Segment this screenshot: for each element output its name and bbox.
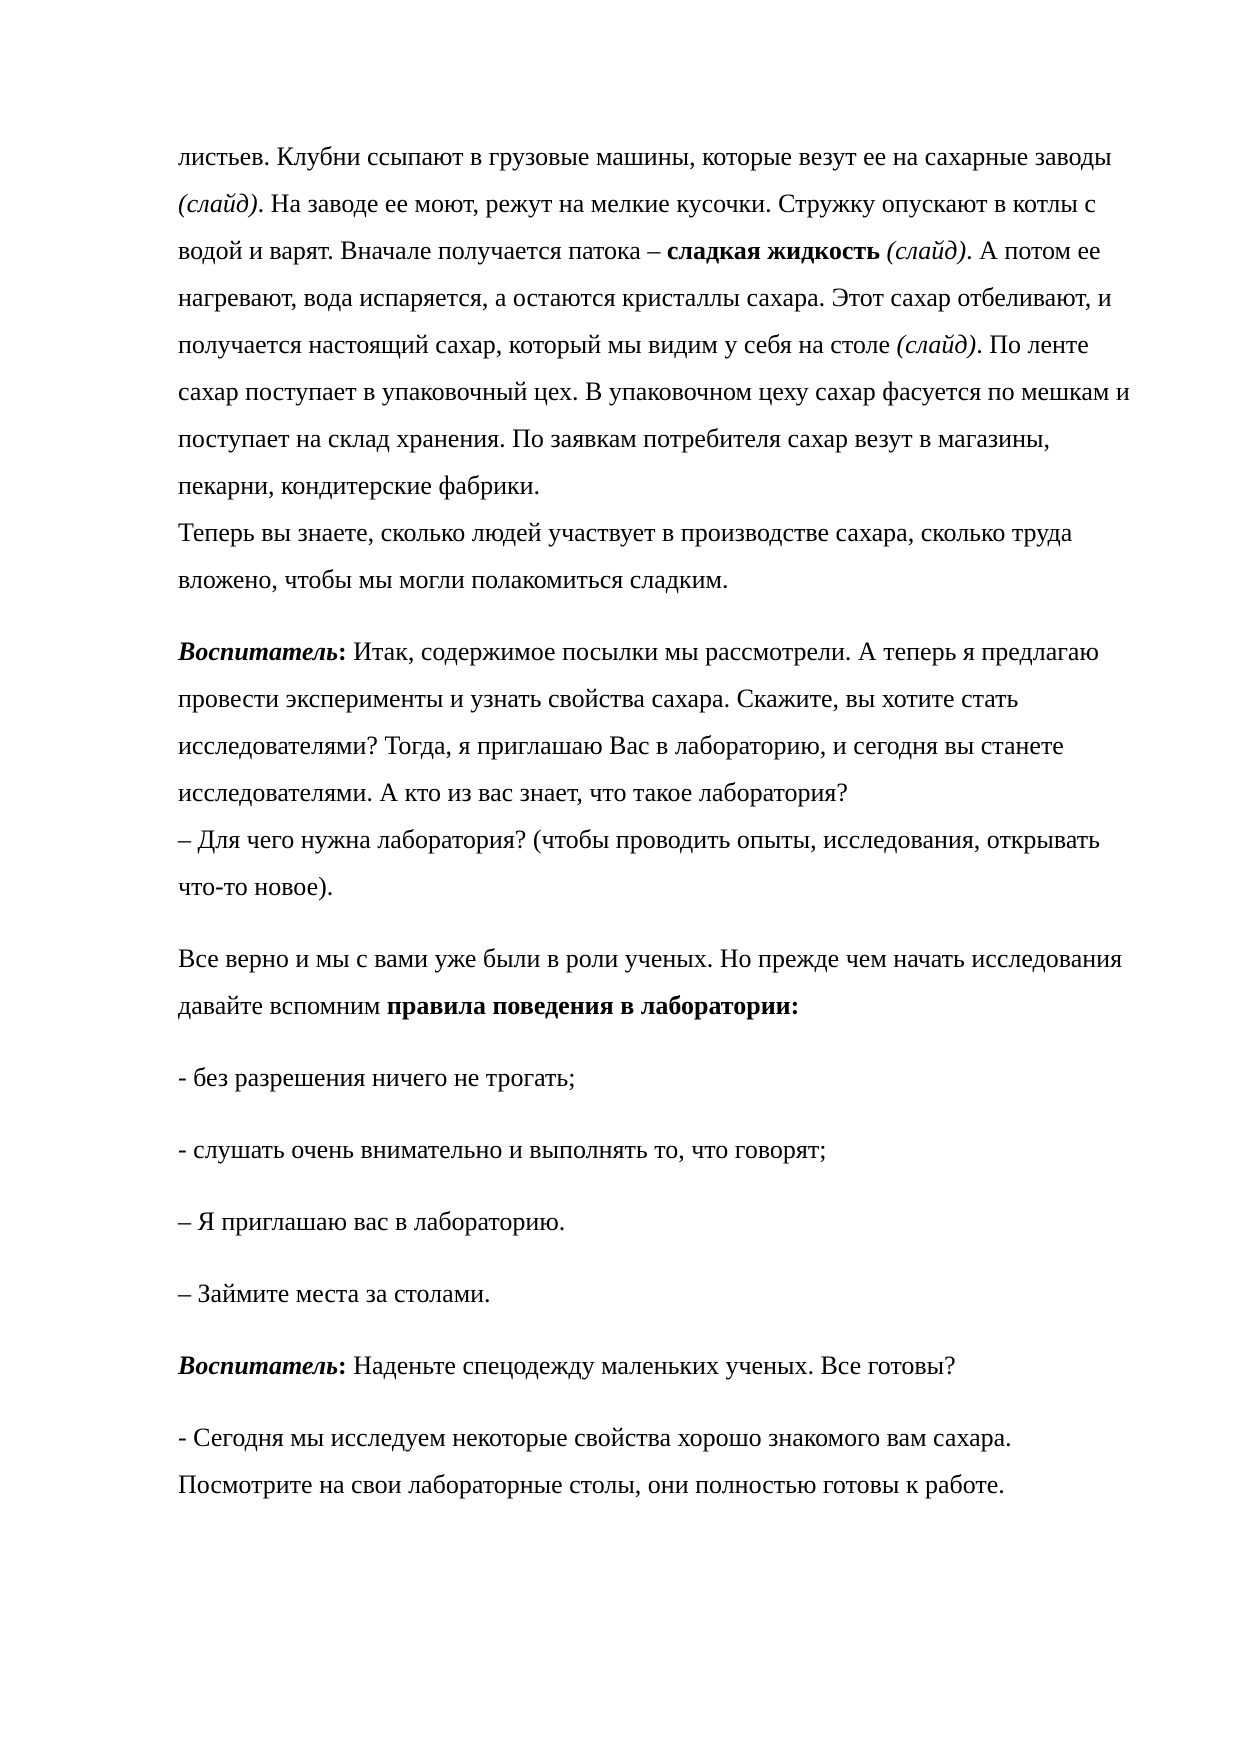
document-page (178, 133, 1138, 1508)
paragraph-invite: – Я приглашаю вас в лабораторию. (178, 1207, 566, 1236)
paragraph-rules-intro: Все верно и мы с вами уже были в роли ученых. Но прежде чем начать исследования давайте вспомним правила поведения в лаборатории: (178, 944, 1123, 1020)
bold-term: сладкая жидкость (666, 236, 880, 265)
paragraph-summary: Теперь вы знаете, сколько людей участвует в производстве сахара, сколько труда вложено, чтобы мы могли полакомиться сладким. (178, 518, 1073, 594)
bold-term: правила поведения в лаборатории: (386, 991, 800, 1020)
slide-note: (слайд) (178, 189, 258, 218)
paragraph-question: – Для чего нужна лаборатория? (чтобы проводить опыты, исследования, открывать что-то новое). (178, 825, 1100, 901)
paragraph-research: - Сегодня мы исследуем некоторые свойства хорошо знакомого вам сахара. Посмотрите на свои лабораторные столы, они полностью готовы к работе. (178, 1423, 1012, 1499)
paragraph-teacher-1: Воспитатель: Итак, содержимое посылки мы рассмотрели. А теперь я предлагаю провести эксперименты и узнать свойства сахара. Скажите, вы хотите стать исследователями? Тогда, я приглашаю Вас в лабораторию, и сегодня вы станете исследователями. А кто из вас знает, что такое лаборатория? (178, 637, 1099, 807)
slide-note: (слайд) (896, 330, 977, 359)
rule-item: - без разрешения ничего не трогать; (178, 1063, 576, 1092)
paragraph-teacher-2: Воспитатель: Наденьте спецодежду маленьких ученых. Все готовы? (178, 1351, 956, 1380)
slide-note: (слайд) (886, 236, 967, 265)
speaker-label: Воспитатель (178, 1351, 339, 1380)
paragraph-sugar-production: листьев. Клубни ссыпают в грузовые машины, которые везут ее на сахарные заводы (слайд). На заводе ее моют, режут на мелкие кусочки. Стружку опускают в котлы с водой и варят. Вначале получается патока – сладкая жидкость (слайд). А потом ее нагревают, вода испаряется, а остаются кристаллы сахара. Этот сахар отбеливают, и получается настоящий сахар, который мы видим у себя на столе (слайд). По ленте сахар поступает в упаковочный цех. В упаковочном цеху сахар фасуется по мешкам и поступает на склад хранения. По заявкам потребителя сахар везут в магазины, пекарни, кондитерские фабрики. (178, 142, 1130, 500)
paragraph-seats: – Займите места за столами. (178, 1279, 491, 1308)
speaker-label: Воспитатель (178, 637, 339, 666)
rule-item: - слушать очень внимательно и выполнять то, что говорят; (178, 1135, 827, 1164)
